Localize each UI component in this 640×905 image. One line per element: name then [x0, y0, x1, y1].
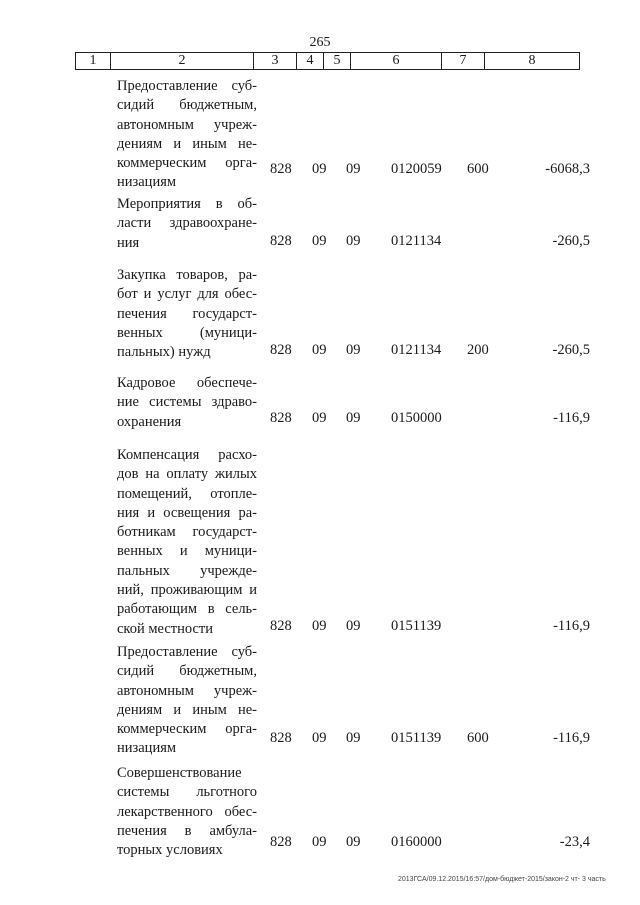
description-line: системы льготного [117, 784, 257, 801]
description-line: помещений, отопле- [117, 485, 257, 502]
description-line: Мероприятия в об- [117, 196, 257, 212]
row-description [117, 374, 257, 432]
cell-col5: 09 [346, 342, 361, 358]
cell-col3: 828 [270, 342, 292, 358]
cell-col8: -23,4 [559, 834, 590, 850]
description-line: сидий бюджетным, [117, 97, 257, 114]
cell-col5: 09 [346, 730, 361, 746]
description-line: пальных) нужд [117, 344, 211, 361]
description-line: торных условиях [117, 842, 223, 859]
column-header-5: 5 [324, 53, 351, 70]
cell-col4: 09 [312, 233, 327, 249]
cell-col5: 09 [346, 161, 361, 177]
cell-col5: 09 [346, 233, 361, 249]
cell-col6: 0160000 [391, 834, 442, 850]
row-description [117, 195, 257, 253]
column-header-table [75, 52, 580, 70]
description-line: ний, проживающим и [117, 582, 257, 599]
cell-col6: 0151139 [391, 730, 442, 746]
budget-rows [0, 77, 640, 859]
description-line: дениям и иным не- [117, 701, 257, 718]
description-line: бот и услуг для обес- [117, 286, 257, 303]
description-line: низациям [117, 174, 177, 191]
column-header-1: 1 [76, 53, 111, 70]
description-line: низациям [117, 740, 177, 757]
cell-col6: 0151139 [391, 618, 442, 634]
cell-col3: 828 [270, 834, 292, 850]
document-footer: 2013ГСА/09.12.2015/16:57/дом-бюджет-2015/закон-2 чт- 3 часть [398, 876, 606, 883]
cell-col4: 09 [312, 342, 327, 358]
description-line: охранения [117, 413, 182, 430]
cell-col8: -116,9 [553, 618, 590, 634]
column-header-6: 6 [351, 53, 442, 70]
table-row [0, 77, 640, 193]
column-header-7: 7 [442, 53, 485, 70]
cell-col3: 828 [270, 410, 292, 426]
row-description [117, 643, 257, 759]
cell-col8: -116,9 [553, 410, 590, 426]
row-description [117, 446, 257, 639]
cell-col6: 0150000 [391, 410, 442, 426]
cell-col4: 09 [312, 161, 327, 177]
description-line: ния [117, 234, 140, 251]
description-line: дов на оплату жилых [117, 466, 257, 483]
description-line: ской местности [117, 620, 214, 637]
row-description [117, 77, 257, 193]
column-header-2: 2 [111, 53, 254, 70]
row-description [117, 764, 257, 860]
description-line: дениям и иным не- [117, 135, 257, 152]
description-line: венных (муници- [117, 324, 257, 341]
description-line: лекарственного обес- [117, 803, 257, 820]
column-header-8: 8 [485, 53, 580, 70]
cell-col3: 828 [270, 161, 292, 177]
column-header-3: 3 [254, 53, 297, 70]
cell-col5: 09 [346, 618, 361, 634]
cell-col4: 09 [312, 618, 327, 634]
description-line: Кадровое обеспече- [117, 375, 257, 391]
description-line: ния и освещения ра- [117, 504, 257, 521]
cell-col4: 09 [312, 730, 327, 746]
cell-col5: 09 [346, 410, 361, 426]
description-line: Совершенствование [117, 765, 242, 781]
cell-col7: 600 [467, 730, 489, 746]
cell-col6: 0121134 [391, 233, 442, 249]
description-line: коммерческим орга- [117, 155, 257, 172]
cell-col8: -116,9 [553, 730, 590, 746]
cell-col7: 600 [467, 161, 489, 177]
description-line: ние системы здраво- [117, 394, 257, 411]
page-number: 265 [309, 35, 331, 50]
cell-col6: 0120059 [391, 161, 442, 177]
column-header-4: 4 [297, 53, 324, 70]
description-line: Предоставление суб- [117, 644, 257, 660]
description-line: венных и муници- [117, 543, 257, 560]
cell-col8: -260,5 [552, 342, 590, 358]
cell-col4: 09 [312, 410, 327, 426]
cell-col5: 09 [346, 834, 361, 850]
cell-col8: -260,5 [552, 233, 590, 249]
description-line: печения в амбула- [117, 822, 257, 839]
cell-col3: 828 [270, 233, 292, 249]
description-line: печения государст- [117, 305, 257, 322]
description-line: автономным учреж- [117, 682, 257, 699]
description-line: автономным учреж- [117, 116, 257, 133]
cell-col3: 828 [270, 730, 292, 746]
description-line: ботникам государст- [117, 524, 257, 541]
cell-col4: 09 [312, 834, 327, 850]
description-line: ласти здравоохране- [117, 215, 257, 232]
column-header-row [76, 53, 580, 70]
cell-col7: 200 [467, 342, 489, 358]
description-line: Закупка товаров, ра- [117, 267, 257, 283]
row-description [117, 266, 257, 362]
cell-col3: 828 [270, 618, 292, 634]
cell-col6: 0121134 [391, 342, 442, 358]
description-line: сидий бюджетным, [117, 663, 257, 680]
description-line: пальных учрежде- [117, 562, 257, 579]
cell-col8: -6068,3 [545, 161, 590, 177]
description-line: коммерческим орга- [117, 721, 257, 738]
description-line: работающим в сель- [117, 601, 257, 618]
description-line: Компенсация расхо- [117, 447, 257, 463]
description-line: Предоставление суб- [117, 78, 257, 94]
